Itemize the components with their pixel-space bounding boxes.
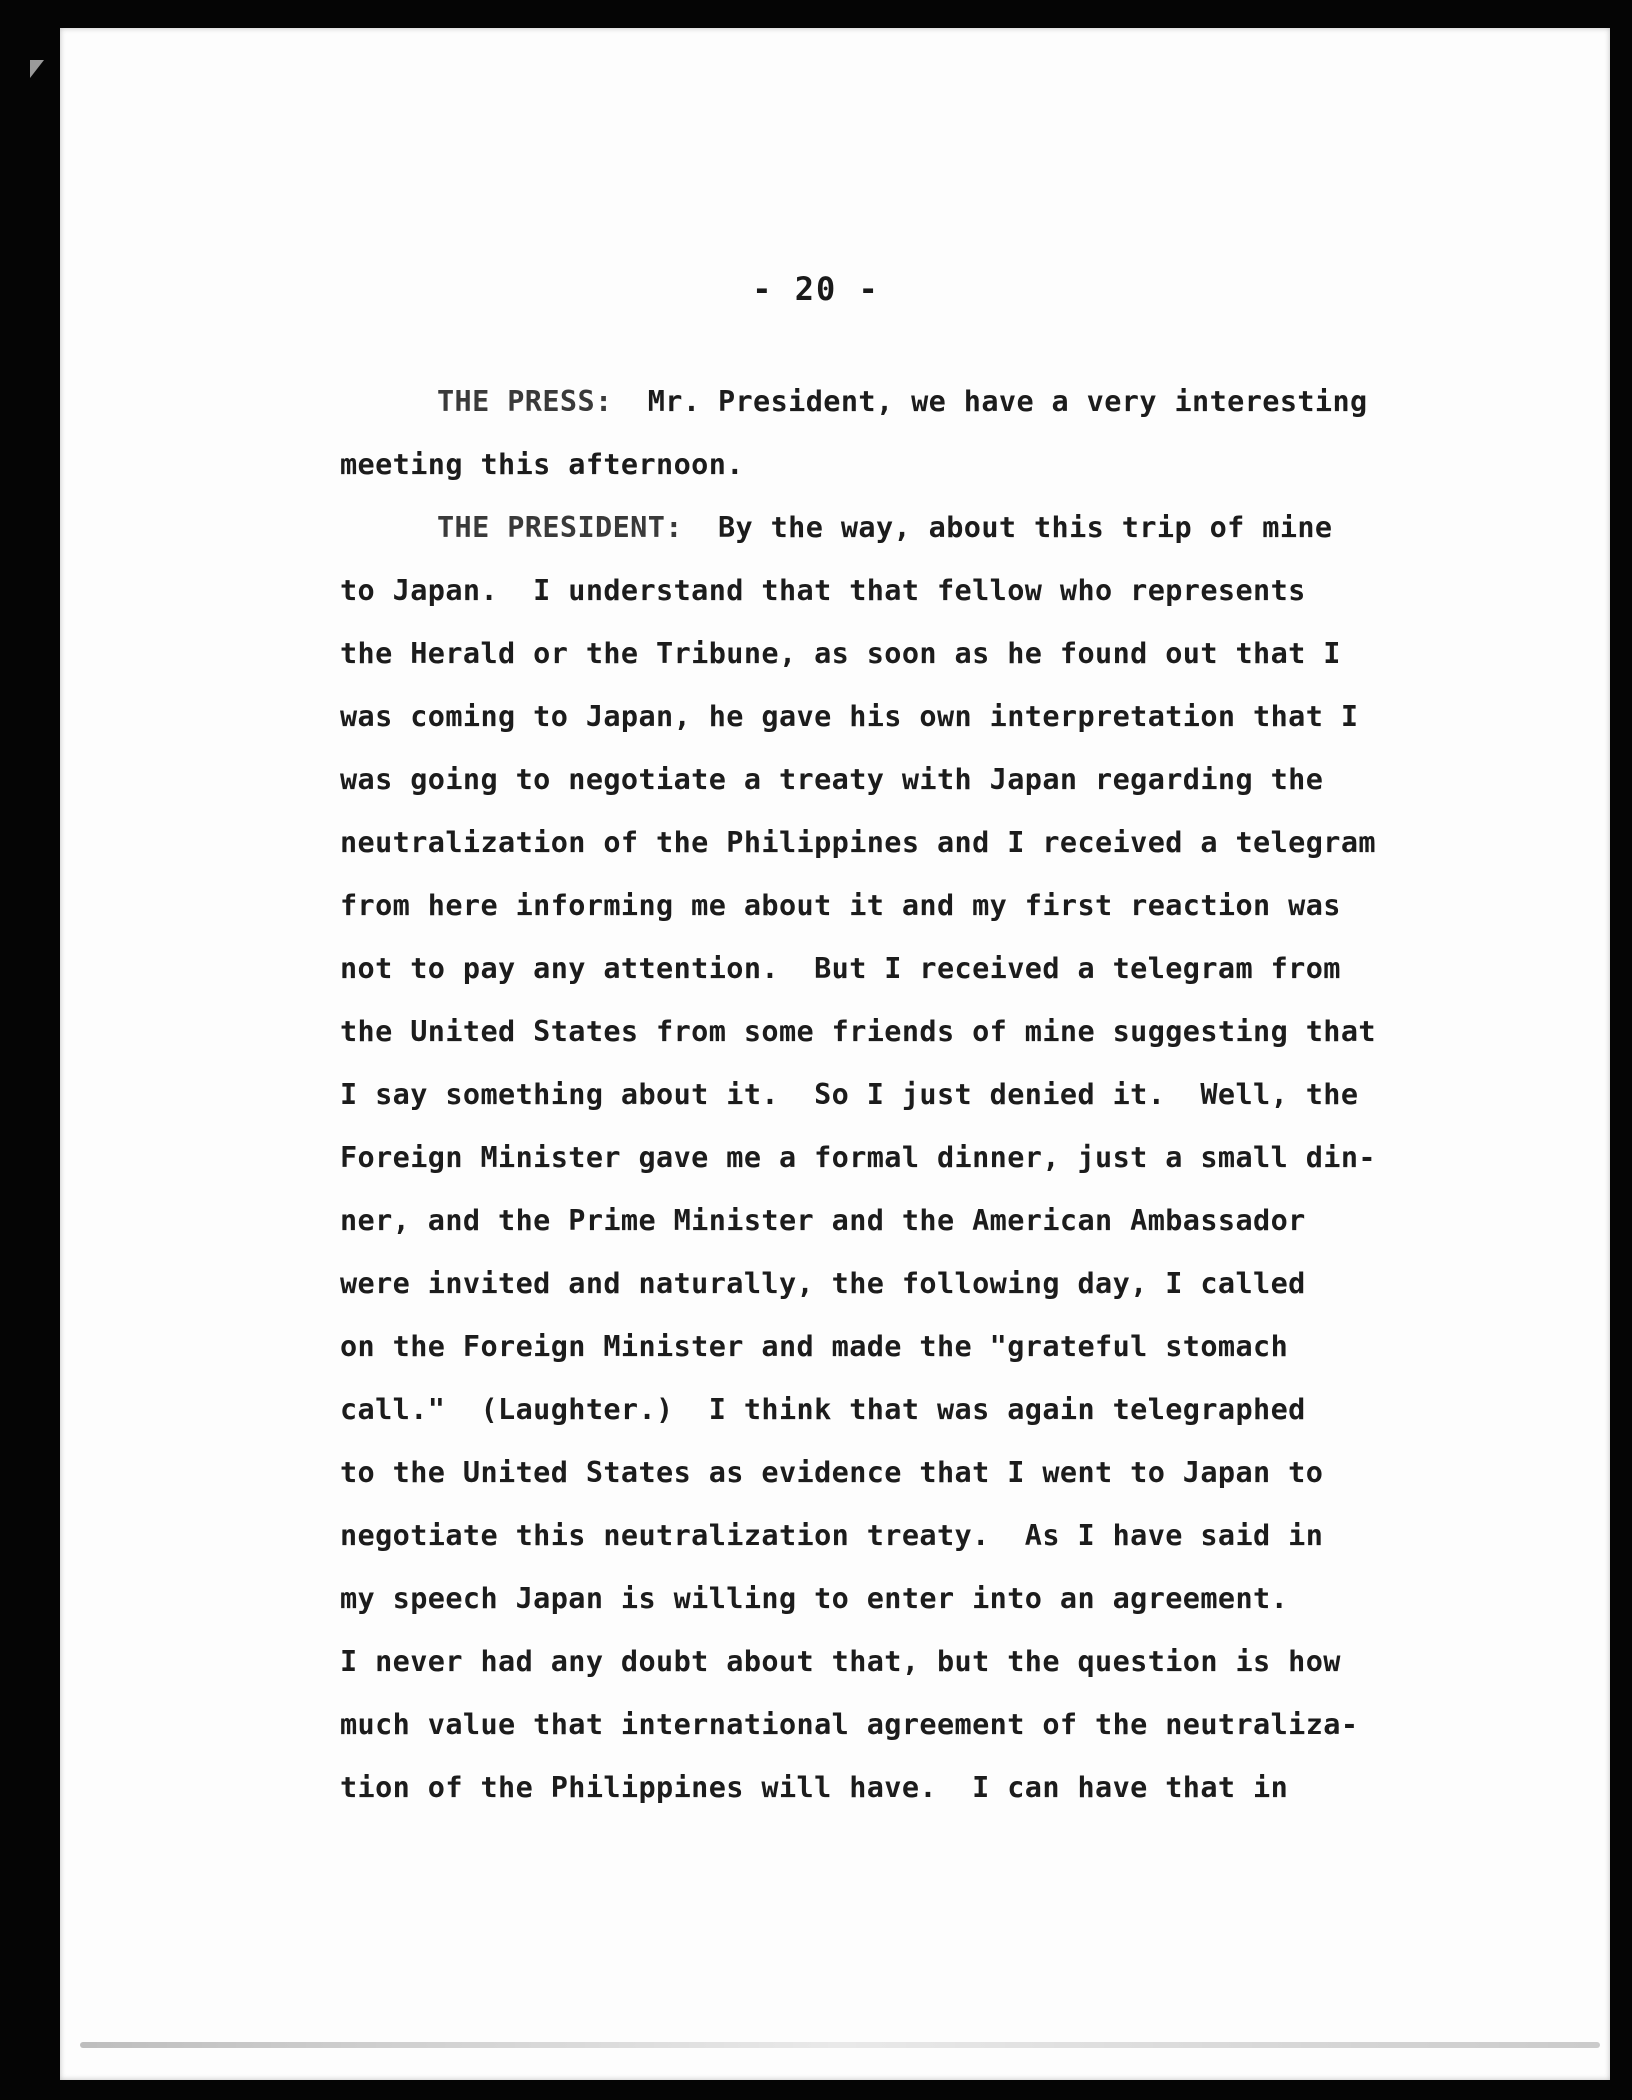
transcript-line: the United States from some friends of mine suggesting that: [340, 1015, 1376, 1048]
transcript-line: was going to negotiate a treaty with Japan regarding the: [340, 763, 1324, 796]
transcript-line: meeting this afternoon.: [340, 448, 744, 481]
transcript-body: [340, 370, 1500, 1819]
transcript-line: ner, and the Prime Minister and the American Ambassador: [340, 1204, 1306, 1237]
scan-edge-smudge: [80, 2042, 1600, 2048]
transcript-line: neutralization of the Philippines and I received a telegram: [340, 826, 1376, 859]
transcript-line: I say something about it. So I just denied it. Well, the: [340, 1078, 1359, 1111]
line-text: Mr. President, we have a very interesting: [612, 385, 1368, 418]
transcript-line: negotiate this neutralization treaty. As I have said in: [340, 1519, 1324, 1552]
transcript-line: from here informing me about it and my first reaction was: [340, 889, 1341, 922]
transcript-line: to Japan. I understand that that fellow who represents: [340, 574, 1306, 607]
transcript-line: to the United States as evidence that I went to Japan to: [340, 1456, 1324, 1489]
transcript-line: the Herald or the Tribune, as soon as he found out that I: [340, 637, 1341, 670]
transcript-line: [340, 370, 1500, 433]
page-number: - 20 -: [752, 270, 880, 308]
transcript-line: my speech Japan is willing to enter into an agreement.: [340, 1582, 1289, 1615]
film-corner-mark: [30, 60, 44, 78]
transcript-line: not to pay any attention. But I received a telegram from: [340, 952, 1341, 985]
transcript-line: I never had any doubt about that, but the question is how: [340, 1645, 1341, 1678]
line-text: By the way, about this trip of mine: [682, 511, 1333, 544]
transcript-line: [340, 496, 1500, 559]
transcript-line: on the Foreign Minister and made the "grateful stomach: [340, 1330, 1289, 1363]
transcript-line: call." (Laughter.) I think that was again telegraphed: [340, 1393, 1306, 1426]
transcript-line: tion of the Philippines will have. I can have that in: [340, 1771, 1289, 1804]
transcript-line: was coming to Japan, he gave his own interpretation that I: [340, 700, 1359, 733]
transcript-line: were invited and naturally, the following day, I called: [340, 1267, 1306, 1300]
speaker-label: THE PRESS:: [437, 385, 613, 418]
transcript-line: Foreign Minister gave me a formal dinner, just a small din-: [340, 1141, 1376, 1174]
speaker-label: THE PRESIDENT:: [437, 511, 683, 544]
transcript-line: much value that international agreement of the neutraliza-: [340, 1708, 1359, 1741]
